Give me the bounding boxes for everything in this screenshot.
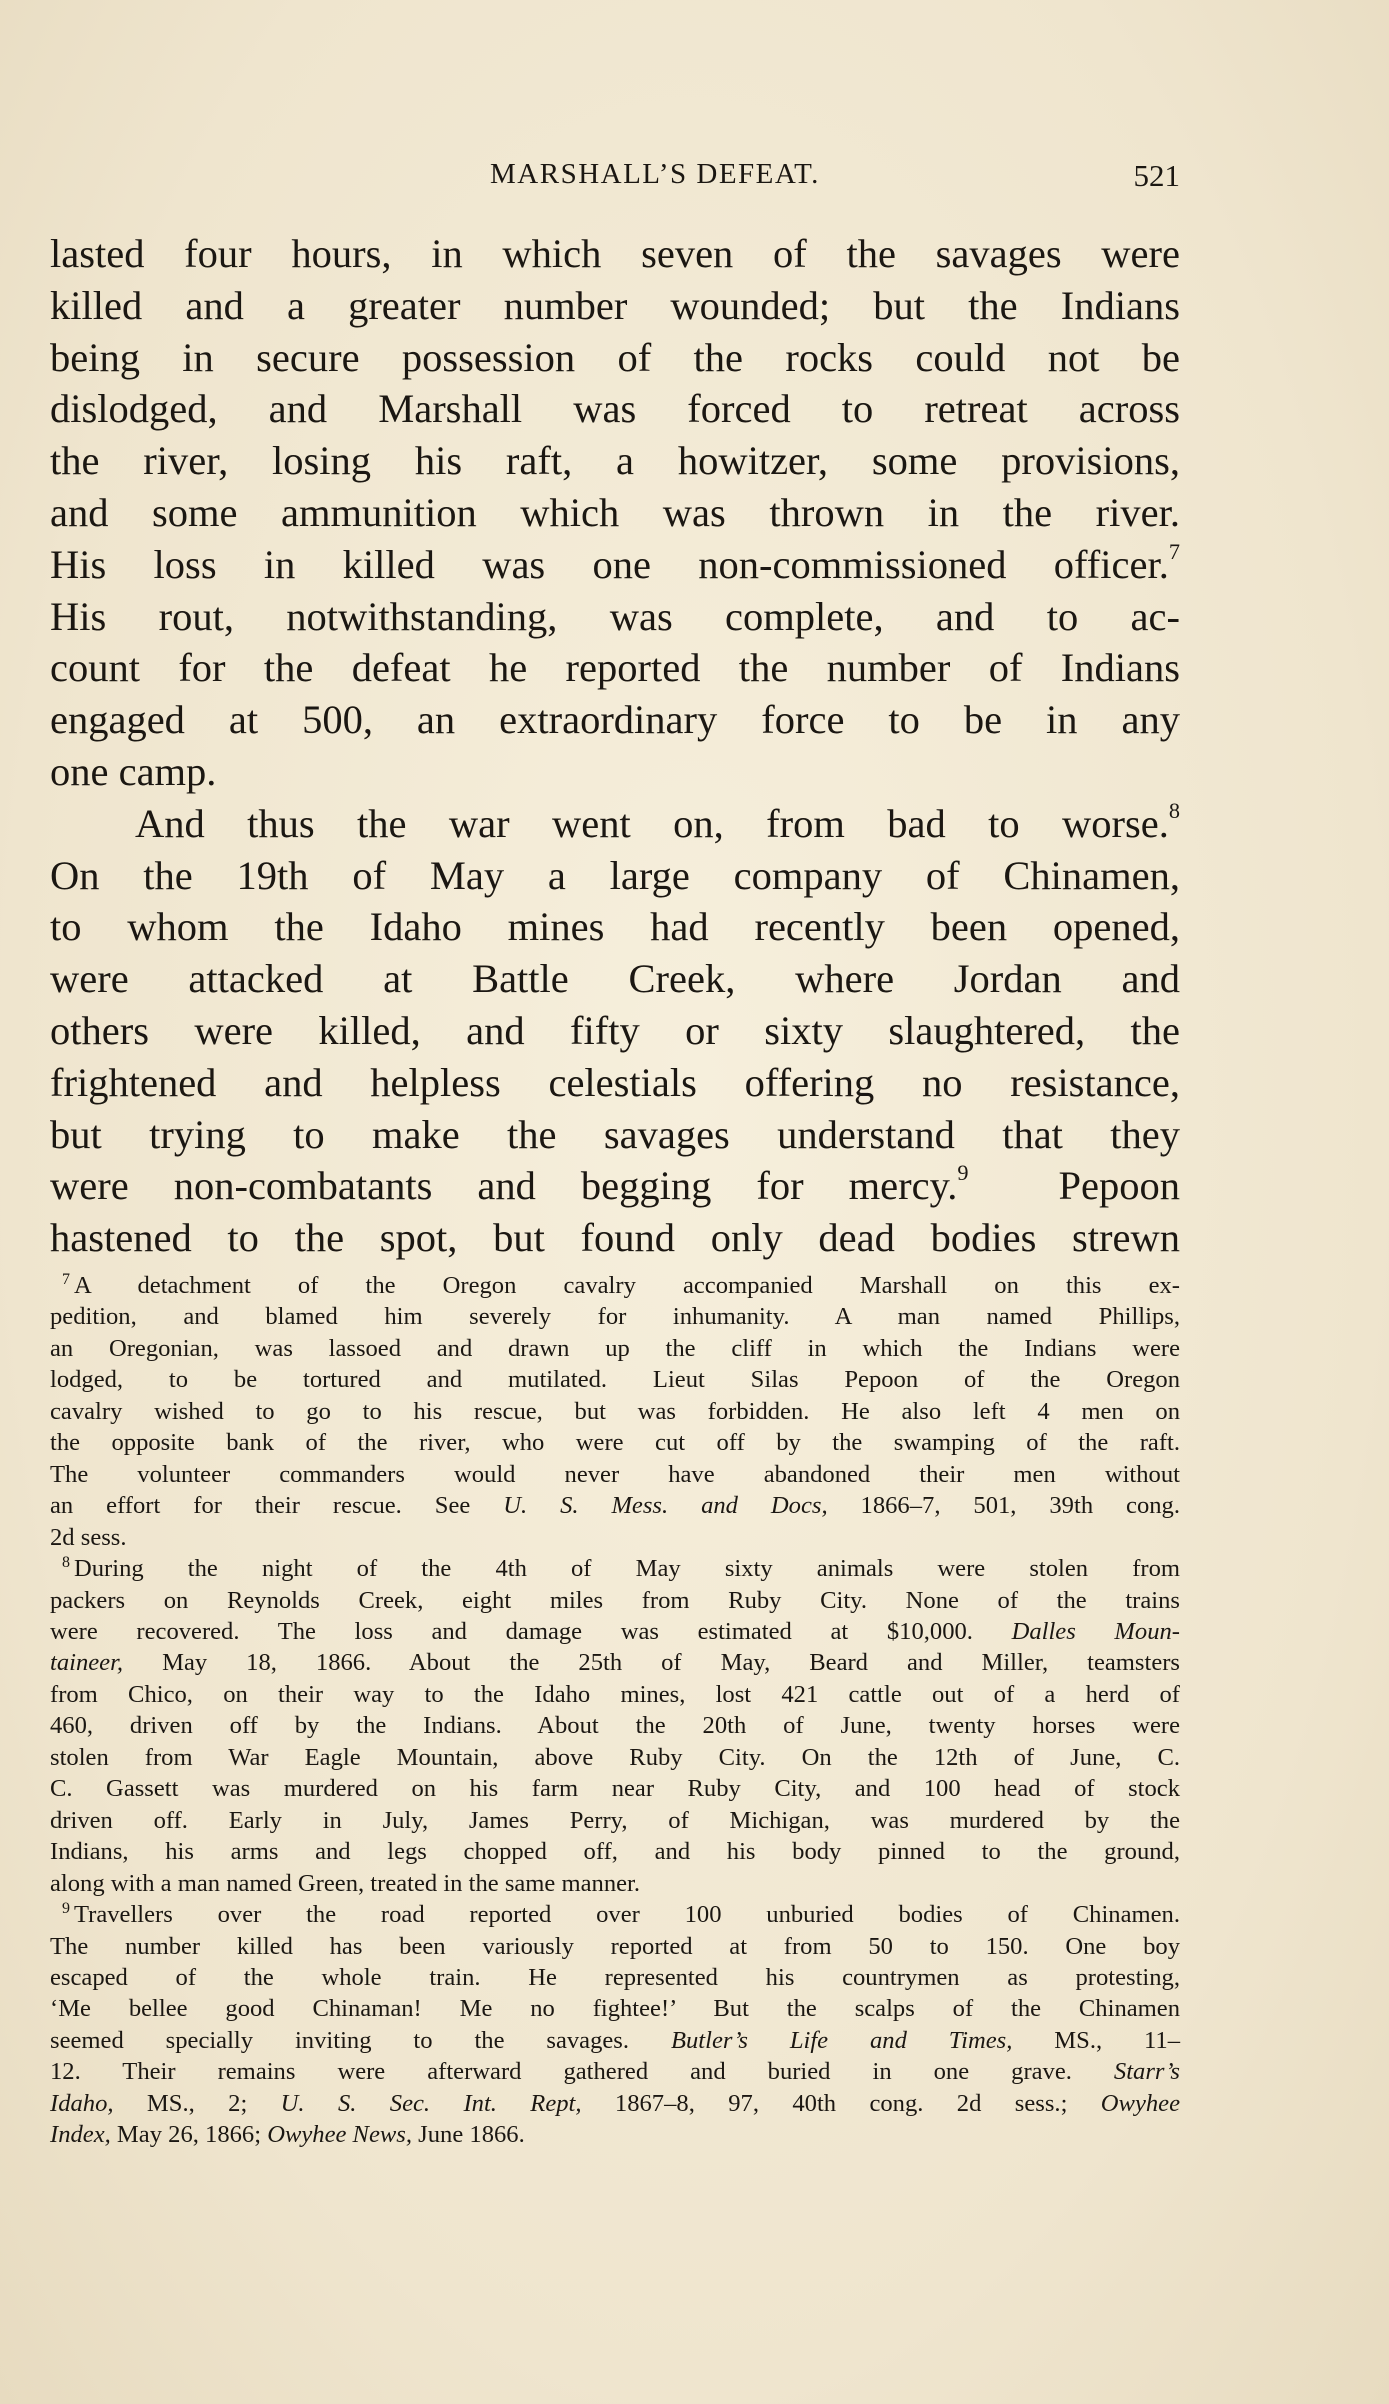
text-line: lasted four hours, in which seven of the savages were xyxy=(50,231,1180,276)
footnote-marker-9: 9 xyxy=(62,1900,70,1918)
footnote-line xyxy=(50,1490,1180,1521)
footnote-marker-8: 8 xyxy=(62,1554,70,1572)
footnote-ref-8: 8 xyxy=(1168,797,1180,823)
footnote-line xyxy=(50,2025,1180,2056)
footnote-line: along with a man named Green, treated in the same manner. xyxy=(50,1869,641,1897)
text-segment: And thus the war went on, from bad to worse. xyxy=(135,800,1169,846)
footnote-text: May 18, 1866. About the 25th of May, Beard and Miller, teamsters xyxy=(123,1649,1180,1677)
footnote-line: packers on Reynolds Creek, eight miles from Ruby City. None of the trains xyxy=(50,1586,1180,1614)
footnote-line xyxy=(50,2056,1180,2087)
citation-title: U. S. Sec. Int. Rept, xyxy=(280,2089,582,2117)
footnote-ref-7: 7 xyxy=(1168,538,1180,564)
text-line xyxy=(50,1160,1180,1212)
footnote-line: an Oregonian, was lassoed and drawn up the cliff in which the Indians were xyxy=(50,1334,1180,1362)
footnote-text: 1866–7, 501, 39th cong. xyxy=(827,1492,1181,1520)
footnote-text: Travellers over the road reported over 100 unburied bodies of Chinamen. xyxy=(74,1901,1180,1929)
footnote-text: 12. Their remains were afterward gathered and buried in one grave. xyxy=(50,2058,1114,2086)
footnote-line xyxy=(50,1270,1180,1301)
citation-title: Index, xyxy=(50,2121,111,2149)
footnote-line: driven off. Early in July, James Perry, of Michigan, was murdered by the xyxy=(50,1806,1180,1834)
citation-title: Dalles Moun- xyxy=(1011,1617,1180,1645)
citation-title: taineer, xyxy=(50,1649,124,1677)
running-head xyxy=(50,158,1180,198)
text-line: and some ammunition which was thrown in the river. xyxy=(50,489,1180,535)
footnote-line: lodged, to be tortured and mutilated. Lieut Silas Pepoon of the Oregon xyxy=(50,1366,1180,1394)
footnote-line: the opposite bank of the river, who were cut off by the swamping of the raft. xyxy=(50,1429,1180,1457)
text-line: were attacked at Battle Creek, where Jordan and xyxy=(50,956,1180,1002)
page-number: 521 xyxy=(1133,158,1180,193)
text-line: count for the defeat he reported the number of Indians xyxy=(50,645,1180,691)
footnote-line xyxy=(50,1899,1180,1930)
text-line xyxy=(50,798,1180,850)
footnote-line: stolen from War Eagle Mountain, above Ruby City. On the 12th of June, C. xyxy=(50,1743,1180,1771)
footnote-text: May 26, 1866; xyxy=(110,2121,268,2149)
footnote-line xyxy=(50,1647,1180,1678)
footnote-line xyxy=(50,2088,1180,2119)
text-line: one camp. xyxy=(50,748,217,794)
footnote-line: escaped of the whole train. He represented his countrymen as protesting, xyxy=(50,1963,1180,1991)
footnote-line: The volunteer commanders would never have abandoned their men without xyxy=(50,1460,1180,1488)
footnote-line: Indians, his arms and legs chopped off, and his body pinned to the ground, xyxy=(50,1838,1180,1866)
footnote-text: were recovered. The loss and damage was estimated at $10,000. xyxy=(50,1617,1012,1645)
text-segment: Pepoon xyxy=(1058,1163,1181,1209)
footnote-line: pedition, and blamed him severely for inhumanity. A man named Phillips, xyxy=(50,1303,1180,1331)
text-segment: His loss in killed was one non-commissioned officer. xyxy=(50,541,1169,587)
citation-title: U. S. Mess. and Docs, xyxy=(503,1492,828,1520)
text-line: His rout, notwithstanding, was complete, and to ac- xyxy=(50,593,1180,639)
text-segment-sep xyxy=(968,1163,1058,1208)
main-text xyxy=(50,228,1180,1264)
citation-title: Butler’s Life and Times, xyxy=(670,2026,1013,2054)
footnote-line: cavalry wished to go to his rescue, but was forbidden. He also left 4 men on xyxy=(50,1397,1180,1425)
footnote-line: 460, driven off by the Indians. About the 20th of June, twenty horses were xyxy=(50,1712,1180,1740)
text-line: the river, losing his raft, a howitzer, some provisions, xyxy=(50,438,1180,484)
text-line xyxy=(50,539,1180,591)
footnote-text: A detachment of the Oregon cavalry accompanied Marshall on this ex- xyxy=(74,1272,1180,1299)
text-line: being in secure possession of the rocks could not be xyxy=(50,334,1180,380)
footnote-line: from Chico, on their way to the Idaho mines, lost 421 cattle out of a herd of xyxy=(50,1680,1180,1708)
footnote-line: ‘Me bellee good Chinaman! Me no fightee!’ But the scalps of the Chinamen xyxy=(50,1995,1180,2023)
text-line: killed and a greater number wounded; but the Indians xyxy=(50,282,1180,328)
text-line: frightened and helpless celestials offering no resistance, xyxy=(50,1059,1180,1105)
text-segment: were non-combatants and begging for mercy. xyxy=(50,1163,958,1209)
text-line: others were killed, and fifty or sixty slaughtered, the xyxy=(50,1007,1180,1053)
text-line: but trying to make the savages understand that they xyxy=(50,1111,1180,1157)
footnote-text: seemed specially inviting to the savages. xyxy=(50,2026,671,2054)
text-line: engaged at 500, an extraordinary force to be in any xyxy=(50,697,1180,743)
footnote-line xyxy=(50,1553,1180,1584)
footnotes xyxy=(50,1270,1180,2151)
text-line: On the 19th of May a large company of Chinamen, xyxy=(50,852,1180,898)
footnote-text: 1867–8, 97, 40th cong. 2d sess.; xyxy=(581,2089,1101,2117)
footnote-ref-9: 9 xyxy=(957,1160,969,1186)
citation-title: Idaho, xyxy=(50,2089,114,2117)
citation-title: Owyhee News, xyxy=(267,2121,413,2149)
footnote-text: an effort for their rescue. See xyxy=(50,1492,504,1520)
footnote-line: C. Gassett was murdered on his farm near Ruby City, and 100 head of stock xyxy=(50,1775,1180,1803)
footnote-text: MS., 2; xyxy=(113,2089,281,2117)
footnote-line: The number killed has been variously reported at from 50 to 150. One boy xyxy=(50,1932,1180,1960)
text-line: hastened to the spot, but found only dead bodies strewn xyxy=(50,1215,1180,1261)
footnote-line xyxy=(50,2119,1180,2150)
text-line: dislodged, and Marshall was forced to retreat across xyxy=(50,386,1180,432)
footnote-line xyxy=(50,1616,1180,1647)
text-line: to whom the Idaho mines had recently been opened, xyxy=(50,904,1180,950)
citation-title: Starr’s xyxy=(1113,2058,1180,2086)
footnote-marker-7: 7 xyxy=(62,1271,70,1289)
footnote-line: 2d sess. xyxy=(50,1523,127,1551)
citation-title: Owyhee xyxy=(1100,2089,1180,2117)
footnote-text: June 1866. xyxy=(412,2121,525,2149)
footnote-text: MS., 11– xyxy=(1012,2026,1180,2054)
running-title: MARSHALL’S DEFEAT. xyxy=(490,158,820,190)
footnote-text: During the night of the 4th of May sixty animals were stolen from xyxy=(74,1555,1180,1583)
